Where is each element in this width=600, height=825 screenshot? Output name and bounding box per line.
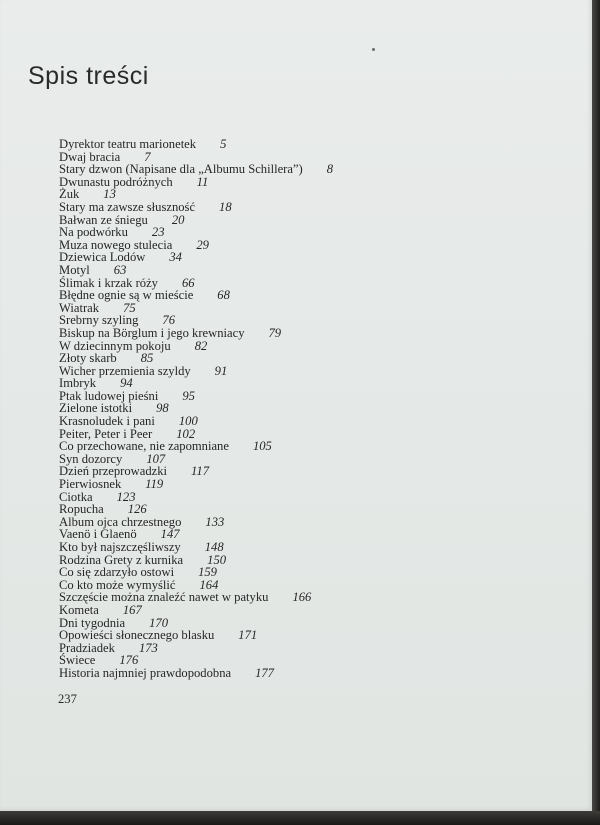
toc-entry-page: 68 (217, 288, 230, 303)
toc-entry-page: 170 (149, 615, 169, 630)
toc-entry-page: 34 (169, 250, 182, 265)
page-number: 237 (58, 692, 77, 706)
toc-entry-title: Imbryk (59, 376, 97, 391)
toc-entry-title: Szczęście można znaleźć nawet w patyku (59, 590, 269, 605)
toc-entry-page: 133 (205, 514, 225, 529)
page-edge-shadow (592, 0, 600, 825)
toc-entry-title: Krasnoludek i pani (59, 414, 155, 429)
toc-entry-page: 159 (198, 565, 217, 580)
toc-entry-title: Bałwan ze śniegu (59, 212, 148, 227)
toc-entry-page: 105 (252, 439, 272, 454)
toc-entry-title: Dziewica Lodów (59, 250, 146, 265)
paper-speck (372, 48, 375, 51)
toc-entry-page: 167 (122, 602, 142, 617)
toc-entry-title: Opowieści słonecznego blasku (59, 628, 215, 643)
page-bottom-shadow (0, 811, 600, 825)
toc-entry-title: Ciotka (59, 489, 93, 504)
toc-entry-page: 171 (238, 628, 258, 643)
toc-entry-title: Srebrny szyling (59, 313, 139, 328)
toc-entry (59, 642, 333, 655)
toc-entry-title: Biskup na Börglum i jego krewniacy (59, 325, 245, 340)
toc-entry-page: 147 (160, 527, 180, 542)
toc-entry-title: Dwaj bracia (59, 149, 121, 164)
toc-entry-page: 63 (113, 262, 127, 277)
table-of-contents (59, 138, 333, 680)
toc-entry-page: 13 (103, 187, 116, 202)
toc-entry-page: 94 (120, 376, 133, 391)
toc-entry (59, 289, 333, 302)
toc-entry-page: 85 (140, 351, 154, 366)
toc-entry-page: 18 (219, 199, 232, 214)
toc-entry-title: Kometa (59, 602, 99, 617)
toc-entry-page: 164 (199, 577, 219, 592)
toc-entry-title: Stary ma zawsze słuszność (59, 199, 196, 214)
toc-entry-title: Zielone istotki (59, 401, 133, 416)
toc-entry-page: 176 (119, 653, 139, 668)
toc-entry-title: Motyl (59, 262, 90, 277)
toc-entry-page: 107 (146, 451, 166, 466)
toc-entry-page: 79 (268, 325, 282, 340)
toc-entry-page: 29 (196, 237, 209, 252)
toc-entry-title: Żuk (59, 187, 80, 202)
toc-entry (59, 365, 333, 378)
toc-entry-page: 20 (171, 212, 185, 227)
toc-entry-title: W dziecinnym pokoju (59, 338, 171, 353)
toc-entry-title: Pradziadek (59, 640, 115, 655)
toc-entry-title: Peiter, Peter i Peer (59, 426, 153, 441)
toc-entry-title: Rodzina Grety z kurnika (59, 552, 184, 567)
toc-entry-title: Wiatrak (59, 300, 100, 315)
toc-entry-page: 8 (326, 162, 334, 177)
toc-entry-title: Błędne ognie są w mieście (59, 288, 194, 303)
toc-entry-page: 148 (204, 540, 224, 554)
toc-entry-title: Kto był najszczęśliwszy (59, 540, 181, 554)
toc-entry-title: Złoty skarb (59, 351, 117, 366)
toc-entry (59, 667, 333, 680)
toc-entry-title: Ropucha (59, 502, 104, 517)
toc-entry-page: 7 (144, 149, 151, 164)
toc-entry-title: Ptak ludowej pieśni (59, 388, 159, 403)
toc-entry-title: Historia najmniej prawdopodobna (59, 665, 232, 680)
toc-entry-title: Ślimak i krzak róży (59, 275, 158, 290)
toc-entry-title: Pierwiosnek (59, 477, 122, 492)
toc-entry-page: 75 (123, 300, 136, 315)
toc-entry-title: Muza nowego stulecia (59, 237, 173, 252)
toc-entry-title: Dyrektor teatru marionetek (59, 137, 197, 151)
toc-entry-page: 126 (127, 502, 147, 517)
toc-entry (59, 251, 333, 264)
toc-entry-page: 95 (182, 388, 195, 403)
toc-entry-title: Stary dzwon (Napisane dla „Albumu Schillera”) (59, 162, 303, 177)
toc-entry-page: 5 (220, 137, 227, 151)
toc-entry-title: Vaenö i Glaenö (59, 527, 137, 542)
toc-entry-page: 119 (145, 477, 164, 492)
toc-entry-page: 76 (162, 313, 175, 328)
toc-entry-title: Dzień przeprowadzki (59, 464, 168, 479)
toc-entry-page: 166 (292, 590, 312, 605)
toc-entry-page: 177 (255, 665, 274, 680)
toc-entry-page: 117 (191, 464, 210, 479)
toc-entry-page: 100 (178, 414, 198, 429)
toc-entry-page: 123 (116, 489, 136, 504)
toc-entry (59, 176, 333, 189)
toc-entry-title: Na podwórku (59, 225, 128, 240)
toc-entry-page: 23 (151, 225, 165, 240)
toc-entry-title: Album ojca chrzestnego (59, 514, 182, 529)
toc-entry-page: 66 (181, 275, 195, 290)
toc-entry-title: Co się zdarzyło ostowi (59, 565, 175, 580)
toc-entry-page: 11 (196, 174, 209, 189)
toc-entry (59, 591, 333, 604)
toc-entry-title: Co przechowane, nie zapomniane (59, 439, 229, 454)
toc-entry-title: Co kto może wymyślić (59, 577, 176, 592)
toc-entry-title: Dwunastu podróżnych (59, 174, 173, 189)
toc-entry-page: 173 (138, 640, 158, 655)
toc-entry-page: 98 (156, 401, 169, 416)
toc-entry-page: 91 (214, 363, 228, 378)
toc-entry-page: 102 (176, 426, 196, 441)
toc-entry-title: Syn dozorcy (59, 451, 123, 466)
toc-entry-page: 150 (207, 552, 227, 567)
toc-entry-title: Wicher przemienia szyldy (59, 363, 191, 378)
toc-entry (59, 478, 333, 491)
toc-entry-title: Świece (59, 653, 96, 668)
page-title: Spis treści (28, 62, 149, 90)
toc-entry-page: 82 (194, 338, 208, 353)
toc-entry-title: Dni tygodnia (59, 615, 126, 630)
